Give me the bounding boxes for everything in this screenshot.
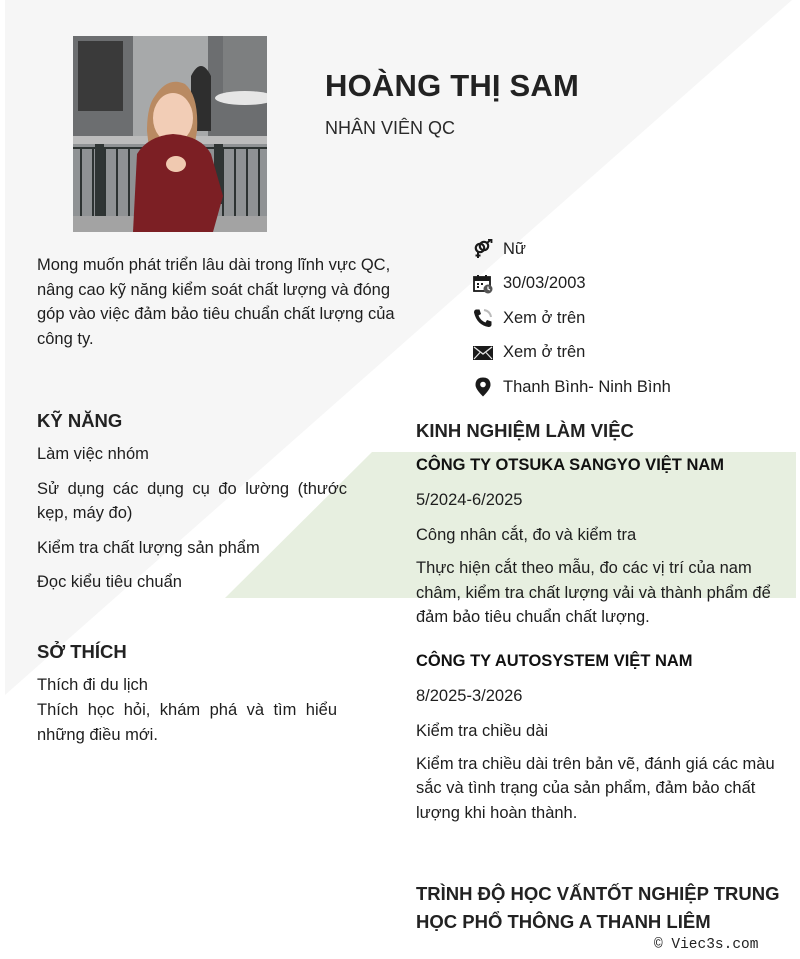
candidate-name: HOÀNG THỊ SAM bbox=[325, 68, 580, 103]
skills-title: KỸ NĂNG bbox=[37, 410, 123, 431]
career-objective: Mong muốn phát triển lâu dài trong lĩnh vực QC, nâng cao kỹ năng kiểm soát chất lượng và đóng góp vào việc đảm bảo tiêu chuẩn chất lượng của công ty. bbox=[37, 256, 395, 348]
contact-gender bbox=[472, 232, 671, 267]
location-icon bbox=[472, 376, 494, 398]
phone-value: Xem ở trên bbox=[503, 308, 586, 327]
email-value: Xem ở trên bbox=[503, 343, 586, 362]
skill-item: Làm việc nhóm bbox=[37, 445, 149, 463]
skill-item: Kiểm tra chất lượng sản phẩm bbox=[37, 538, 260, 557]
job-position: Kiểm tra chiều dài bbox=[416, 721, 549, 740]
hobby-item: Thích đi du lịch bbox=[37, 676, 148, 694]
skill-item: Đọc kiểu tiêu chuẩn bbox=[37, 573, 182, 592]
skills-section bbox=[37, 410, 347, 595]
gender-icon bbox=[472, 238, 494, 260]
experience-title: KINH NGHIỆM LÀM VIỆC bbox=[416, 420, 634, 441]
job-company: CÔNG TY AUTOSYSTEM VIỆT NAM bbox=[416, 651, 693, 670]
birthday-value: 30/03/2003 bbox=[503, 274, 586, 293]
contact-birthday bbox=[472, 267, 671, 302]
contact-phone bbox=[472, 301, 671, 336]
job-description: Kiểm tra chiều dài trên bản vẽ, đánh giá các màu sắc và tình trạng của sản phẩm, đảm bảo chất lượng khi hoàn thành. bbox=[416, 754, 775, 822]
address-value: Thanh Bình- Ninh Bình bbox=[503, 377, 671, 396]
job-description: Thực hiện cắt theo mẫu, đo các vị trí của nam châm, kiểm tra chất lượng vải và thành phẩm để đảm bảo tiêu chuẩn chất lượng. bbox=[416, 559, 771, 627]
job-title: NHÂN VIÊN QC bbox=[325, 118, 456, 138]
job-position: Công nhân cắt, đo và kiểm tra bbox=[416, 526, 637, 544]
experience-section bbox=[416, 420, 776, 826]
job-entry bbox=[416, 456, 776, 630]
job-company: CÔNG TY OTSUKA SANGYO VIỆT NAM bbox=[416, 456, 725, 474]
phone-icon bbox=[472, 307, 494, 329]
calendar-icon bbox=[472, 273, 494, 295]
contact-info bbox=[472, 232, 671, 405]
job-period: 8/2025-3/2026 bbox=[416, 686, 523, 705]
job-entry bbox=[416, 652, 776, 826]
contact-address bbox=[472, 370, 671, 405]
contact-email bbox=[472, 336, 671, 371]
hobby-item: Thích học hỏi, khám phá và tìm hiểu những điều mới. bbox=[37, 701, 337, 744]
profile-photo bbox=[73, 36, 267, 232]
hobbies-title: SỞ THÍCH bbox=[37, 641, 127, 662]
watermark: © Viec3s.com bbox=[654, 937, 759, 953]
job-period: 5/2024-6/2025 bbox=[416, 491, 523, 509]
education-title: TRÌNH ĐỘ HỌC VẤNTỐT NGHIỆP TRUNG HỌC PHỔ THÔNG A THANH LIÊM bbox=[416, 883, 780, 932]
email-icon bbox=[472, 342, 494, 364]
gender-value: Nữ bbox=[503, 239, 526, 258]
skill-item: Sử dụng các dụng cụ đo lường (thước kẹp, máy đo) bbox=[37, 479, 347, 523]
hobbies-section bbox=[37, 641, 337, 748]
